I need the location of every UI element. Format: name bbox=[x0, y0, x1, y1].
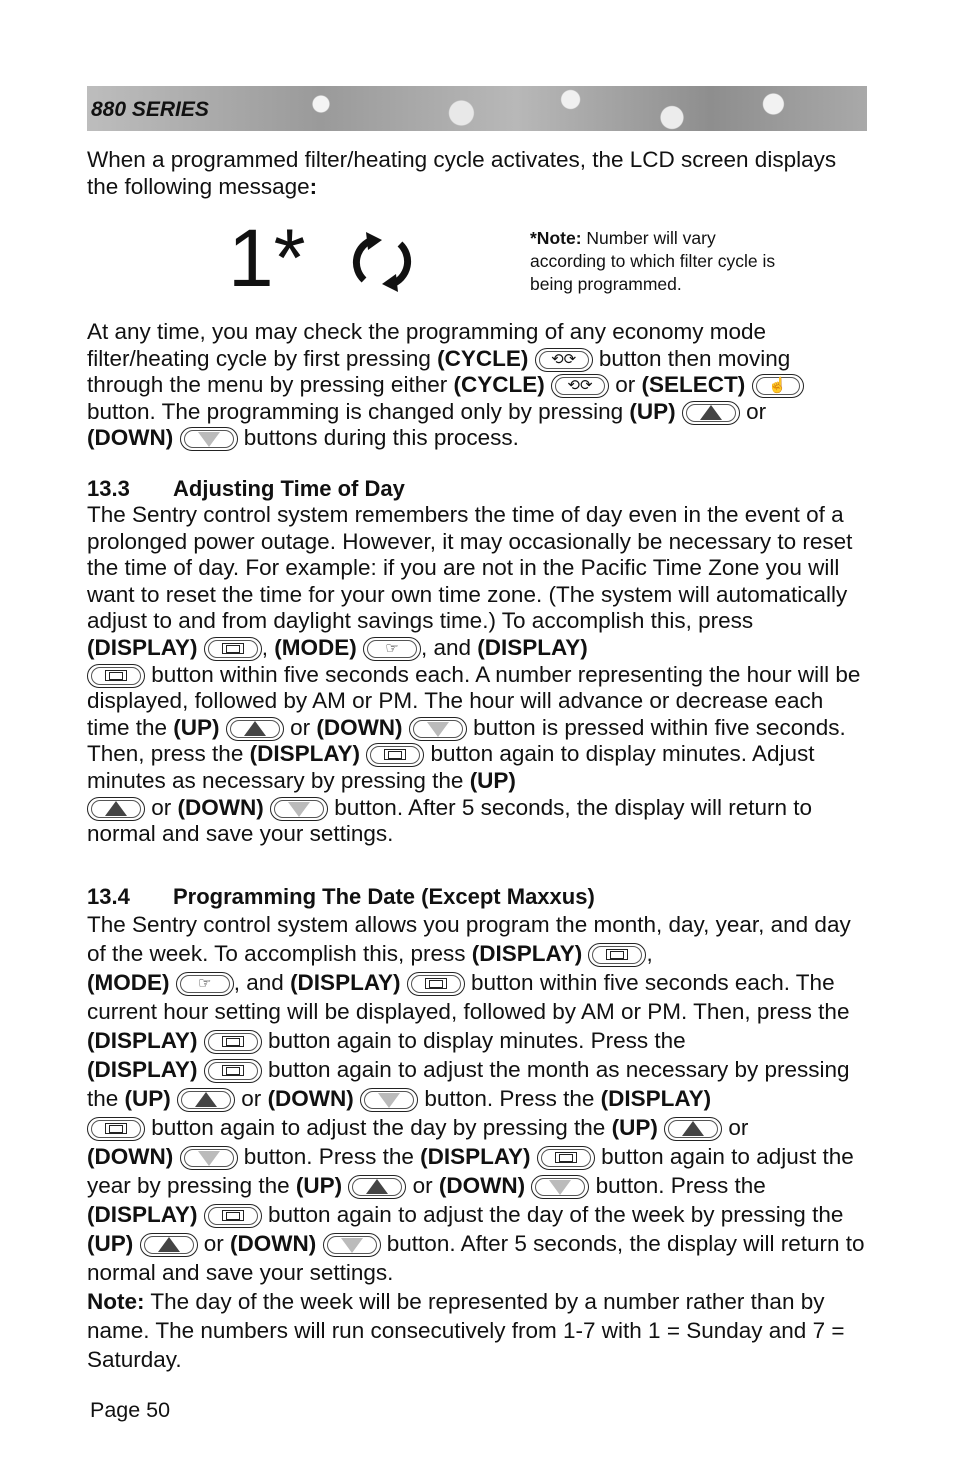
display-button[interactable] bbox=[204, 1204, 262, 1228]
note-label: *Note: bbox=[530, 228, 582, 248]
up-button[interactable] bbox=[177, 1088, 235, 1112]
cycle-arrows-icon bbox=[348, 228, 416, 296]
cycle-icon: ⟲⟳ bbox=[567, 377, 593, 394]
text: button again to display minutes. Press the bbox=[261, 1028, 686, 1053]
display-icon bbox=[222, 1210, 244, 1221]
display-button[interactable] bbox=[537, 1146, 595, 1170]
down-button[interactable] bbox=[360, 1088, 418, 1112]
lcd-message: 1* bbox=[228, 213, 306, 304]
mode-button[interactable] bbox=[176, 972, 234, 996]
text: button again to adjust the year by pressing the bbox=[87, 1144, 854, 1198]
up-label: (UP) bbox=[173, 714, 220, 740]
down-arrow-icon bbox=[378, 1093, 400, 1108]
text: buttons during this process. bbox=[237, 425, 519, 450]
header-band bbox=[87, 86, 867, 131]
up-label: (UP) bbox=[629, 398, 676, 424]
section-number: 13.4 bbox=[87, 884, 130, 909]
paragraph-program-date bbox=[87, 910, 869, 1374]
hand-pointer-icon: ☝ bbox=[768, 377, 787, 394]
down-label: (DOWN) bbox=[438, 1173, 526, 1198]
section-heading-13-4 bbox=[87, 884, 595, 910]
note-box bbox=[530, 227, 790, 296]
display-label: (DISPLAY) bbox=[471, 941, 583, 966]
cycle-icon: ⟲⟳ bbox=[551, 350, 577, 368]
paragraph-time-of-day bbox=[87, 502, 869, 848]
up-button[interactable] bbox=[140, 1233, 198, 1257]
display-button[interactable] bbox=[204, 1030, 262, 1054]
display-label: (DISPLAY) bbox=[477, 634, 588, 660]
page-number: Page 50 bbox=[90, 1398, 171, 1422]
text: or bbox=[283, 714, 317, 740]
final-note-label: Note: bbox=[87, 1289, 145, 1314]
text: , bbox=[261, 634, 275, 660]
text: or bbox=[609, 372, 642, 397]
text: , and bbox=[233, 970, 291, 995]
text: button again to adjust the day by pressing the bbox=[145, 1115, 612, 1140]
intro-paragraph bbox=[87, 147, 869, 200]
up-arrow-icon bbox=[244, 721, 266, 736]
display-label: (DISPLAY) bbox=[87, 1057, 198, 1082]
display-icon bbox=[384, 749, 406, 760]
down-arrow-icon bbox=[341, 1238, 363, 1253]
display-button[interactable] bbox=[204, 637, 262, 661]
down-button[interactable] bbox=[323, 1233, 381, 1257]
cycle-label: (CYCLE) bbox=[453, 372, 545, 397]
display-button[interactable] bbox=[588, 943, 646, 967]
down-label: (DOWN) bbox=[316, 714, 403, 740]
up-arrow-icon bbox=[158, 1237, 180, 1252]
cycle-button[interactable] bbox=[535, 348, 593, 372]
mode-label: (MODE) bbox=[87, 970, 170, 995]
series-title: 880 SERIES bbox=[91, 98, 209, 121]
text: button. After 5 seconds, the display will return to normal and save your settings. bbox=[87, 794, 813, 847]
text: , bbox=[646, 941, 653, 966]
mode-hand-icon: ☞ bbox=[385, 639, 399, 657]
text: , and bbox=[420, 634, 478, 660]
down-arrow-icon bbox=[427, 722, 449, 737]
text: At any time, you may check the programming of any economy mode filter/heating cycle by first pressing bbox=[87, 319, 767, 371]
display-button[interactable] bbox=[87, 1117, 145, 1141]
up-arrow-icon bbox=[195, 1092, 217, 1107]
up-button[interactable] bbox=[664, 1117, 722, 1141]
up-button[interactable] bbox=[87, 797, 145, 821]
select-button[interactable] bbox=[752, 374, 804, 398]
display-label: (DISPLAY) bbox=[87, 1028, 198, 1053]
up-button[interactable] bbox=[682, 401, 740, 425]
cycle-button[interactable] bbox=[551, 374, 609, 398]
text: The Sentry control system allows you program the month, day, year, and day of the week. To accomplish this, press bbox=[87, 912, 851, 966]
select-label: (SELECT) bbox=[641, 372, 746, 397]
up-label: (UP) bbox=[295, 1173, 343, 1198]
display-icon bbox=[606, 949, 628, 960]
display-label: (DISPLAY) bbox=[420, 1144, 531, 1169]
up-arrow-icon bbox=[700, 405, 722, 420]
display-label: (DISPLAY) bbox=[249, 741, 361, 767]
text: button within five seconds each. The current hour setting will be displayed, followed by AM or PM. Then, press the bbox=[87, 970, 850, 1024]
up-label: (UP) bbox=[611, 1115, 658, 1140]
text: or bbox=[197, 1231, 231, 1256]
up-arrow-icon bbox=[105, 801, 127, 816]
text: button within five seconds each. A number representing the hour will be displayed, followed by AM or PM. The hour will advance or decrease each time the bbox=[87, 661, 861, 740]
text: or bbox=[722, 1115, 749, 1140]
display-icon bbox=[105, 1123, 127, 1134]
mode-label: (MODE) bbox=[274, 634, 357, 660]
cycle-label: (CYCLE) bbox=[437, 345, 529, 371]
text: button. The programming is changed only by pressing bbox=[87, 398, 630, 424]
down-label: (DOWN) bbox=[87, 425, 174, 450]
text: or bbox=[406, 1173, 439, 1198]
up-label: (UP) bbox=[469, 767, 516, 793]
down-button[interactable] bbox=[180, 427, 238, 451]
intro-text: When a programmed filter/heating cycle activates, the LCD screen displays the following message bbox=[87, 147, 837, 199]
display-label: (DISPLAY) bbox=[290, 970, 401, 995]
text: button again to adjust the month as necessary by pressing the bbox=[87, 1057, 850, 1111]
section-heading-13-3 bbox=[87, 476, 405, 502]
text: button. After 5 seconds, the display will return to normal and save your settings. bbox=[87, 1231, 865, 1285]
down-button[interactable] bbox=[270, 797, 328, 821]
section-title: Adjusting Time of Day bbox=[173, 476, 405, 501]
display-button[interactable] bbox=[407, 972, 465, 996]
down-button[interactable] bbox=[409, 717, 467, 741]
intro-colon: : bbox=[309, 173, 318, 199]
display-label: (DISPLAY) bbox=[600, 1086, 712, 1111]
down-button[interactable] bbox=[180, 1146, 238, 1170]
text: button. Press the bbox=[237, 1144, 421, 1169]
up-label: (UP) bbox=[124, 1086, 171, 1111]
text: or bbox=[145, 794, 178, 820]
down-label: (DOWN) bbox=[87, 1144, 174, 1169]
down-label: (DOWN) bbox=[230, 1231, 317, 1256]
down-arrow-icon bbox=[288, 802, 310, 817]
text: button again to display minutes. Adjust minutes as necessary by pressing the bbox=[87, 741, 815, 793]
up-label: (UP) bbox=[87, 1231, 134, 1256]
note-text: Number will vary according to which filter cycle is being programmed. bbox=[530, 228, 776, 294]
down-arrow-icon bbox=[198, 432, 220, 447]
text: button then moving through the menu by pressing either bbox=[87, 345, 791, 397]
mode-hand-icon: ☞ bbox=[198, 975, 212, 992]
text: button again to adjust the day of the week by pressing the bbox=[261, 1202, 844, 1227]
display-label: (DISPLAY) bbox=[87, 634, 198, 660]
display-icon bbox=[222, 1065, 244, 1076]
down-button[interactable] bbox=[531, 1175, 589, 1199]
up-arrow-icon bbox=[366, 1179, 388, 1194]
display-button[interactable] bbox=[87, 664, 145, 688]
display-icon bbox=[105, 670, 127, 681]
section-title: Programming The Date (Except Maxxus) bbox=[173, 884, 595, 909]
final-note-text: The day of the week will be represented by a number rather than by name. The numbers will run consecutively from 1-7 with 1 = Sunday and 7 = Saturday. bbox=[87, 1289, 845, 1372]
up-arrow-icon bbox=[682, 1121, 704, 1136]
down-arrow-icon bbox=[549, 1180, 571, 1195]
down-arrow-icon bbox=[198, 1151, 220, 1166]
text: button. Press the bbox=[418, 1086, 601, 1111]
up-button[interactable] bbox=[226, 717, 284, 741]
text: The Sentry control system remembers the time of day even in the event of a prolonged power outage. However, it may occasionally be necessary to reset the time of day. For example: if you are not in the Pacific Time Zone you will want to reset the time for your own time zone. (The system will automatically adjust to and from daylight savings time.) To accomplish this, press bbox=[87, 502, 853, 634]
display-label: (DISPLAY) bbox=[87, 1202, 198, 1227]
display-button[interactable] bbox=[366, 743, 424, 767]
display-icon bbox=[555, 1152, 577, 1163]
down-label: (DOWN) bbox=[177, 794, 264, 820]
mode-button[interactable] bbox=[363, 637, 421, 661]
display-icon bbox=[425, 978, 447, 989]
text: button is pressed within five seconds. Then, press the bbox=[87, 714, 846, 767]
display-icon bbox=[222, 1036, 244, 1047]
section-number: 13.3 bbox=[87, 476, 130, 501]
display-icon bbox=[222, 643, 244, 654]
text: or bbox=[739, 398, 767, 424]
down-label: (DOWN) bbox=[267, 1086, 354, 1111]
paragraph-check-programming bbox=[87, 319, 869, 452]
text: or bbox=[235, 1086, 268, 1111]
text: button. Press the bbox=[589, 1173, 766, 1198]
up-button[interactable] bbox=[348, 1175, 406, 1199]
display-button[interactable] bbox=[204, 1059, 262, 1083]
